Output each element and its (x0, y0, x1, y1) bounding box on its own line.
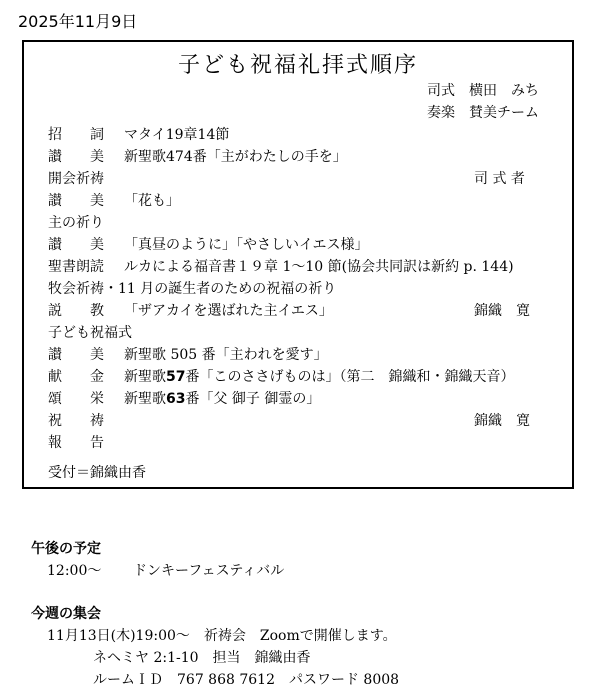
service-row (48, 322, 564, 342)
service-item-detail: 新聖歌 505 番「主われを愛す」 (124, 347, 328, 363)
hymn-prefix: 新聖歌 (124, 369, 166, 385)
service-item-label: 献 金 (48, 369, 104, 385)
service-item-label: 子ども祝福式 (48, 325, 132, 341)
service-item-label: 讃 美 (48, 347, 104, 363)
afternoon-heading: 午後の予定 (31, 541, 101, 557)
music-line: 奏楽 賛美チーム (427, 105, 539, 121)
service-item-label: 讃 美 (48, 237, 104, 253)
service-item-label: 報 告 (48, 435, 104, 451)
service-row (48, 256, 564, 276)
service-row (48, 300, 564, 320)
service-item-detail: 「ザアカイを選ばれた主イエス」 (124, 303, 333, 319)
service-item-label: 招 詞 (48, 127, 104, 143)
service-row (48, 234, 564, 254)
service-item-detail: ルカによる福音書１９章 1〜10 節(協会共同訳は新約 p. 144) (124, 259, 514, 275)
bulletin-date: 2025年11月9日 (18, 12, 138, 31)
prayer-meeting-line: 11月13日(木)19:00〜 祈祷会 Zoomで開催します。 (47, 628, 397, 644)
service-row (48, 344, 564, 364)
afternoon-event: ドンキーフェスティバル (133, 563, 285, 579)
service-item-label: 祝 祷 (48, 413, 104, 429)
hymn-prefix: 新聖歌 (124, 391, 166, 407)
service-row (48, 278, 564, 298)
service-item-detail (124, 366, 514, 386)
service-item-detail: 「真昼のように」「やさしいイエス様」 (124, 237, 369, 253)
hymn-title: 番「このささげものは」（第二 錦織和・錦織天音） (185, 369, 515, 385)
service-item-label: 聖書朗読 (48, 259, 104, 275)
receipt-line: 受付＝錦織由香 (48, 465, 146, 481)
service-row (48, 388, 564, 408)
service-item-detail (124, 388, 320, 408)
service-item-leader: 司 式 者 (474, 171, 525, 187)
hymn-title: 番「父 御子 御霊の」 (185, 391, 321, 407)
service-item-leader: 錦織 寛 (474, 413, 530, 429)
service-row (48, 168, 564, 188)
prayer-meeting-passage: ネヘミヤ 2:1-10 担当 錦織由香 (93, 650, 311, 666)
service-row (48, 146, 564, 166)
service-item-detail: 新聖歌474番「主がわたしの手を」 (124, 149, 347, 165)
service-item-label: 頌 栄 (48, 391, 104, 407)
service-item-label: 讃 美 (48, 193, 104, 209)
week-heading: 今週の集会 (31, 606, 101, 622)
service-item-detail: 「花も」 (124, 193, 180, 209)
service-row (48, 366, 564, 386)
service-item-label: 主の祈り (48, 215, 104, 231)
hymn-number: 57 (166, 369, 186, 385)
service-row (48, 432, 564, 452)
presider-line: 司式 横田 みち (427, 83, 539, 99)
service-item-detail: マタイ19章14節 (124, 127, 230, 143)
hymn-number: 63 (166, 391, 186, 407)
service-item-label: 牧会祈祷・11 月の誕生者のための祝福の祈り (48, 281, 337, 297)
service-row (48, 190, 564, 210)
service-item-label: 開会祈祷 (48, 171, 104, 187)
order-of-service (22, 40, 574, 489)
service-item-label: 説 教 (48, 303, 104, 319)
service-title: 子ども祝福礼拝式順序 (177, 53, 418, 78)
service-item-leader: 錦織 寛 (474, 303, 530, 319)
service-item-label: 讃 美 (48, 149, 104, 165)
afternoon-time: 12:00〜 (47, 563, 102, 579)
zoom-room-info: ルームＩＤ 767 868 7612 パスワード 8008 (93, 672, 400, 688)
service-row (48, 410, 564, 430)
service-row (48, 212, 564, 232)
service-row (48, 124, 564, 144)
